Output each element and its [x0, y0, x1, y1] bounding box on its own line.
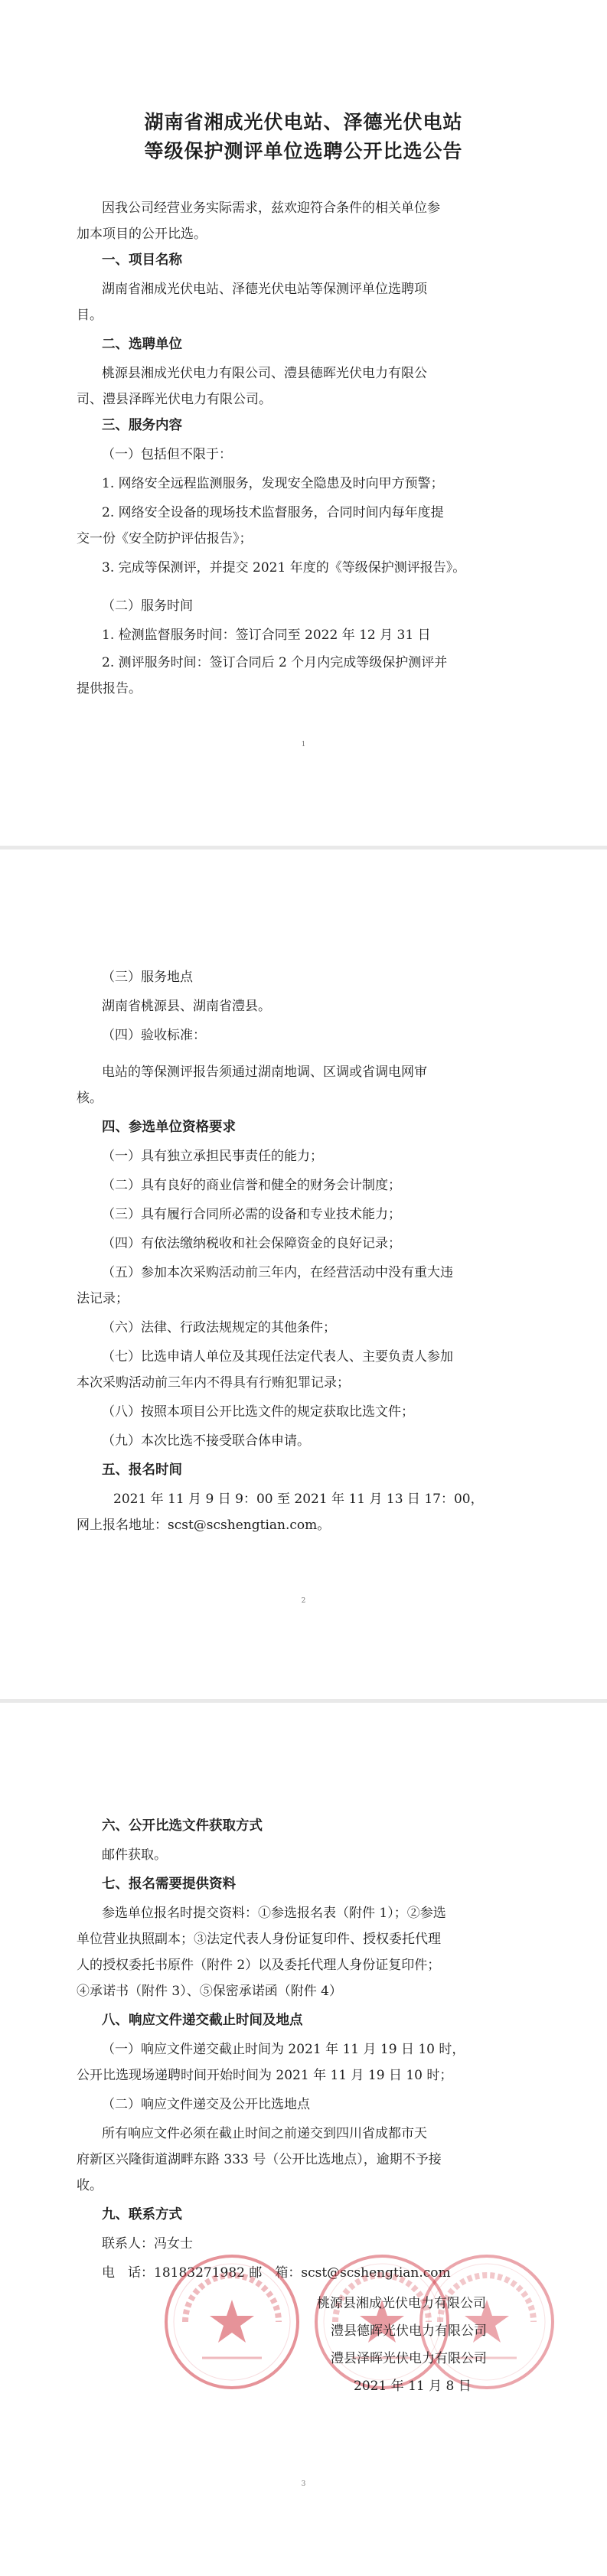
- selecting-units-line-2: 司、澧县泽晖光伏电力有限公司。: [77, 392, 272, 407]
- materials-text-line-2: 单位营业执照副本；③法定代表人身份证复印件、授权委托代理: [77, 1932, 441, 1947]
- response-location-line-3: 收。: [77, 2178, 103, 2193]
- materials-text-line-1: 参选单位报名时提交资料：①参选报名表（附件 1）；②参选: [102, 1906, 446, 1921]
- page-number: 2: [301, 1597, 306, 1605]
- section-heading-required-materials: 七、报名需要提供资料: [102, 1877, 236, 1892]
- service-subheading-time: （二）服务时间: [102, 598, 193, 614]
- company-seal-left: [162, 2252, 302, 2392]
- intro-text-line-2: 加本项目的公开比选。: [77, 227, 207, 242]
- response-deadline-line-2: 公开比选现场递聘时间开始时间为 2021 年 11 月 19 日 10 时；: [77, 2068, 453, 2083]
- project-name-line-2: 目。: [77, 308, 103, 323]
- service-subheading-scope: （一）包括但不限于：: [102, 447, 232, 462]
- section-heading-contact: 九、联系方式: [102, 2207, 182, 2222]
- project-name-line-1: 湖南省湘成光伏电站、泽德光伏电站等保测评单位选聘项: [102, 282, 427, 297]
- section-heading-service-content: 三、服务内容: [102, 418, 182, 433]
- qualification-item-9: （九）本次比选不接受联合体申请。: [102, 1433, 310, 1449]
- service-time-2-line-2: 提供报告。: [77, 681, 142, 696]
- acceptance-text-line-2: 核。: [77, 1091, 103, 1106]
- contact-person: 联系人：冯女士: [102, 2236, 193, 2252]
- registration-time-text: 2021 年 11 月 9 日 9：00 至 2021 年 11 月 13 日 17：00，: [113, 1492, 484, 1507]
- response-location-line-2: 府新区兴隆街道湖畔东路 333 号（公开比选地点），逾期不予接: [77, 2152, 442, 2167]
- signature-company-1: 桃源县湘成光伏电力有限公司: [317, 2296, 486, 2311]
- qualification-item-7-line-2: 本次采购活动前三年内不得具有行贿犯罪记录；: [77, 1375, 350, 1391]
- service-item-1: 1. 网络安全远程监测服务，发现安全隐患及时向甲方预警；: [102, 476, 444, 491]
- materials-text-line-4: ④承诺书（附件 3）、⑤保密承诺函（附件 4）: [77, 1984, 342, 1999]
- selecting-units-line-1: 桃源县湘成光伏电力有限公司、澧县德晖光伏电力有限公: [102, 366, 427, 381]
- document-title-line-1: 湖南省湘成光伏电站、泽德光伏电站: [144, 111, 463, 133]
- document-acquisition-text: 邮件获取。: [102, 1847, 167, 1863]
- registration-address-text: 网上报名地址：scst@scshengtian.com。: [77, 1518, 331, 1533]
- service-item-3: 3. 完成等保测评，并提交 2021 年度的《等级保护测评报告》。: [102, 560, 466, 576]
- section-heading-document-acquisition: 六、公开比选文件获取方式: [102, 1818, 263, 1834]
- document-page-1: [0, 0, 607, 846]
- qualification-item-7-line-1: （七）比选申请人单位及其现任法定代表人、主要负责人参加: [102, 1349, 453, 1365]
- signature-date: 2021 年 11 月 8 日: [354, 2379, 472, 2394]
- service-item-2-line-2: 交一份《安全防护评估报告》；: [77, 531, 253, 546]
- service-subheading-location: （三）服务地点: [102, 970, 193, 985]
- intro-text-line-1: 因我公司经营业务实际需求，兹欢迎符合条件的相关单位参: [102, 201, 440, 216]
- response-location-line-1: 所有响应文件必须在截止时间之前递交到四川省成都市天: [102, 2126, 427, 2141]
- response-deadline-line-1: （一）响应文件递交截止时间为 2021 年 11 月 19 日 10 时，: [102, 2042, 465, 2057]
- company-seal-right: [417, 2252, 556, 2392]
- section-heading-selecting-units: 二、选聘单位: [102, 337, 182, 352]
- signature-company-2: 澧县德晖光伏电力有限公司: [331, 2323, 487, 2339]
- response-location-subheading: （二）响应文件递交及公开比选地点: [102, 2097, 310, 2112]
- service-time-2-line-1: 2. 测评服务时间：签订合同后 2 个月内完成等级保护测评并: [102, 655, 448, 670]
- contact-phone-email: 电 话：18183271982 邮 箱：scst@scshengtian.com: [102, 2265, 451, 2281]
- section-heading-qualifications: 四、参选单位资格要求: [102, 1120, 236, 1135]
- signature-company-3: 澧县泽晖光伏电力有限公司: [331, 2351, 487, 2366]
- service-item-2-line-1: 2. 网络安全设备的现场技术监督服务，合同时间内每年度提: [102, 505, 444, 520]
- page-number: 3: [301, 2480, 306, 2488]
- qualification-item-3: （三）具有履行合同所必需的设备和专业技术能力；: [102, 1207, 401, 1222]
- qualification-item-5-line-2: 法记录；: [77, 1291, 129, 1306]
- qualification-item-4: （四）有依法缴纳税收和社会保障资金的良好记录；: [102, 1236, 401, 1251]
- section-heading-registration-time: 五、报名时间: [102, 1462, 182, 1478]
- document-page-2: [0, 849, 607, 1699]
- acceptance-text-line-1: 电站的等保测评报告须通过湖南地调、区调或省调电网审: [102, 1065, 427, 1080]
- qualification-item-5-line-1: （五）参加本次采购活动前三年内，在经营活动中没有重大违: [102, 1265, 453, 1280]
- section-heading-response-deadline: 八、响应文件递交截止时间及地点: [102, 2013, 303, 2028]
- service-location-text: 湖南省桃源县、湖南省澧县。: [102, 999, 271, 1014]
- service-subheading-acceptance: （四）验收标准：: [102, 1028, 206, 1043]
- qualification-item-6: （六）法律、行政法规规定的其他条件；: [102, 1320, 336, 1335]
- qualification-item-8: （八）按照本项目公开比选文件的规定获取比选文件；: [102, 1404, 414, 1420]
- section-heading-project-name: 一、项目名称: [102, 253, 182, 268]
- materials-text-line-3: 人的授权委托书原件（附件 2）以及委托代理人身份证复印件；: [77, 1958, 441, 1973]
- document-title-line-2: 等级保护测评单位选聘公开比选公告: [144, 140, 463, 162]
- page-number: 1: [301, 741, 306, 748]
- document-page-3: [0, 1703, 607, 2576]
- qualification-item-1: （一）具有独立承担民事责任的能力；: [102, 1149, 323, 1164]
- service-time-1: 1. 检测监督服务时间：签订合同至 2022 年 12 月 31 日: [102, 628, 431, 643]
- qualification-item-2: （二）具有良好的商业信誉和健全的财务会计制度；: [102, 1178, 401, 1193]
